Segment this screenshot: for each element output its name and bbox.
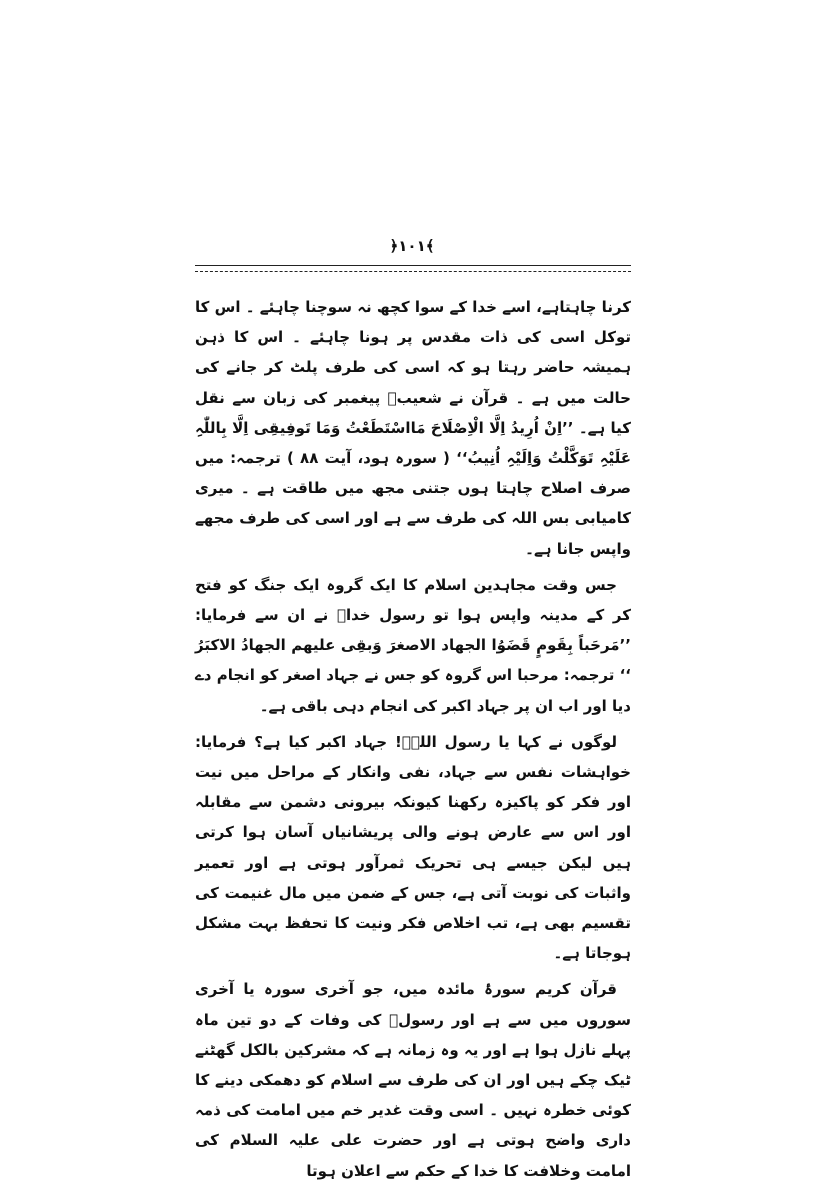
paragraph: لوگوں نے کہا یا رسول اللہؐ! جہاد اکبر کیا ہے؟ فرمایا: خواہشات نفس سے جہاد، نفی وانکار کے مراحل میں نیت اور فکر کو پاکیزہ رکھنا کیونکہ بیرونی دشمن سے مقابلہ اور اس سے عارض ہونے والی پریشانیاں آسان ہوا کرتی ہیں لیکن جیسے ہی تحریک ثمرآور ہوتی ہے اور تعمیر واثبات کی نوبت آتی ہے، جس کے ضمن میں مال غنیمت کی تقسیم بھی ہے، تب اخلاص فکر ونیت کا تحفظ بہت مشکل ہوجاتا ہے۔ bbox=[195, 732, 631, 963]
paragraph: کرنا چاہتاہے، اسے خدا کے سوا کچھ نہ سوچنا چاہئے ۔ اس کا توکل اسی کی ذات مقدس پر ہونا چاہئے ۔ اس کا ذہن ہمیشہ حاضر رہتا ہو کہ اسی کی طرف پلٹ کر جانے کی حالت میں ہے ۔ قرآن نے شعیبؑ پیغمبر کی زبان سے نقل کیا ہے۔ ’’اِنْ اُرِیدُ اِلَّا الْاِصْلَاحَ مَااسْتَطَعْتُ وَمَا تَوفِیقِی اِلَّا بِاللّٰہِ عَلَیْہِ تَوَکَّلْتُ وَاِلَیْہِ اُنِیبُ‘‘ ( سورہ ہود، آیت ۸۸ ) ترجمہ: میں صرف اصلاح چاہتا ہوں جتنی مجھ میں طاقت ہے ۔ میری کامیابی بس اللہ کی طرف سے ہے اور اسی کی طرف مجھے واپس جانا ہے۔ bbox=[195, 298, 631, 558]
body-text bbox=[195, 292, 631, 1192]
header-divider bbox=[195, 265, 631, 272]
page-number: ﴿۱۰۱﴾ bbox=[389, 237, 435, 255]
paragraph: قرآن کریم سورۂ مائدہ میں، جو آخری سورہ یا آخری سوروں میں سے ہے اور رسولؐ کی وفات کے دو تین ماہ پہلے نازل ہوا ہے اور یہ وہ زمانہ ہے کہ مشرکین بالکل گھٹنے ٹیک چکے ہیں اور ان کی طرف سے اسلام کو دھمکی دینے کا کوئی خطرہ نہیں ۔ اسی وقت غدیر خم میں امامت کی ذمہ داری واضح ہوتی ہے اور حضرت علی علیہ السلام کی امامت وخلافت کا خدا کے حکم سے اعلان ہوتا bbox=[195, 980, 631, 1180]
paragraph: جس وقت مجاہدین اسلام کا ایک گروہ ایک جنگ کو فتح کر کے مدینہ واپس ہوا تو رسول خداؐ نے ان سے فرمایا: ’’مَرحَباً بِقَومٍ قَضَوُا الجهاد الاصغرَ وَبقِی علیهم الجهادُ الاکبَرُ ‘‘ ترجمہ: مرحبا اس گروہ کو جس نے جہاد اصغر کو انجام دے دیا اور اب ان پر جہاد اکبر کی انجام دہی باقی ہے۔ bbox=[195, 575, 631, 715]
